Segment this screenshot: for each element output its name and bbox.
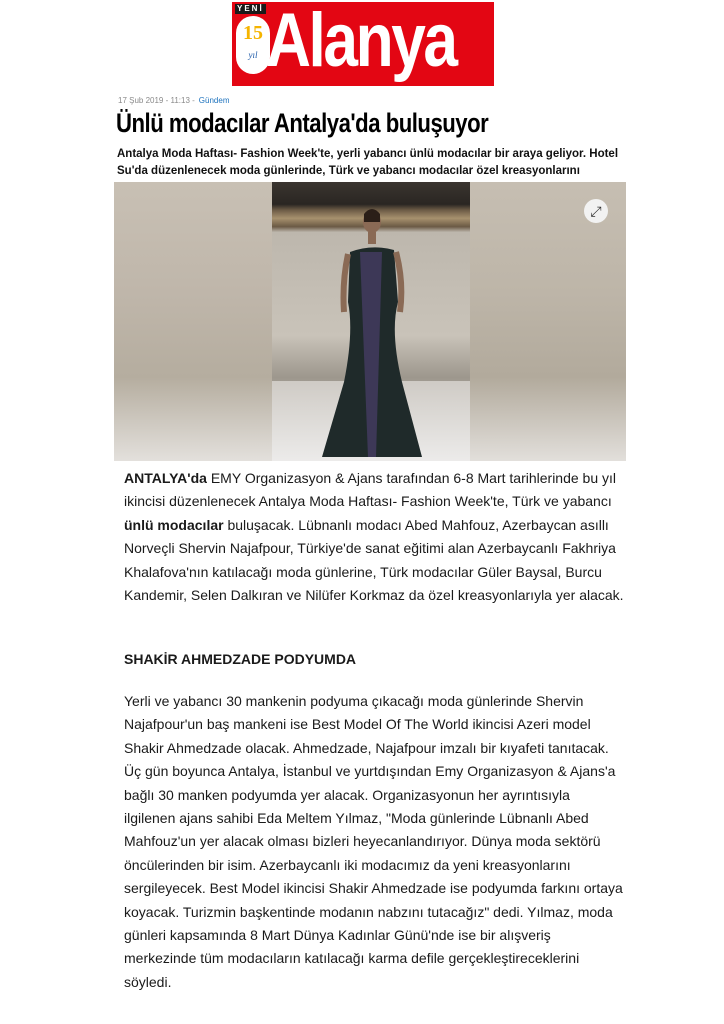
hero-blur-left: [114, 182, 272, 461]
paragraph-1-bold-location: ANTALYA'da: [124, 470, 207, 486]
logo-brand-text: Alanya: [266, 2, 456, 83]
article-subheading: SHAKİR AHMEDZADE PODYUMDA: [124, 651, 357, 667]
paragraph-1-text-2: buluşacak. Lübnanlı modacı Abed Mahfouz, Azerbaycan asıllı Norveçli Shervin Najafpour, Türkiye'de sanat eğitimi alan Azerbaycanlı Fakhriya Khalafova'nın katılacağı moda günlerine, Türk modacılar Güler Baysal, Burcu Kandemir, Selen Dalkıran ve Nilüfer Korkmaz da özel kreasyonlarıyla yer alacak.: [124, 516, 624, 604]
anniversary-unit: yıl: [248, 50, 258, 60]
article-lead: Antalya Moda Haftası- Fashion Week'te, yerli yabancı ünlü modacılar bir araya geliyor. Hotel Su'da düzenlenecek moda günlerinde, Türk ve yabancı modacılar özel kreasyonlarını: [117, 148, 619, 177]
anniversary-number: 15: [243, 22, 263, 44]
model-figure: [272, 182, 470, 461]
anniversary-seal: [236, 16, 270, 74]
paragraph-1-bold-keyword: ünlü modacılar: [124, 516, 224, 533]
expand-icon[interactable]: ⤢: [584, 199, 608, 223]
article-category-link[interactable]: Gündem: [198, 96, 230, 105]
article-title: Ünlü modacılar Antalya'da buluşuyor: [116, 108, 489, 138]
article-paragraph-1: [124, 467, 624, 607]
hero-blur-right: [470, 182, 626, 461]
paragraph-1-text-1: EMY Organizasyon & Ajans tarafından 6-8 Mart tarihlerinde bu yıl ikincisi düzenlenecek Antalya Moda Haftası- Fashion Week'te, Türk ve yabancı: [124, 470, 617, 510]
hero-photo: [272, 182, 470, 461]
article-meta: [118, 96, 229, 105]
article-date: 17 Şub 2019 - 11:13 -: [118, 96, 195, 105]
article-hero-image[interactable]: [114, 182, 626, 461]
article-paragraph-2: Yerli ve yabancı 30 mankenin podyuma çıkacağı moda günlerinde Shervin Najafpour'un baş mankeni ise Best Model Of The World ikincisi Azeri model Shakir Ahmedzade olacak. Ahmedzade, Najafpour imzalı bir kıyafeti tanıtacak. Üç gün boyunca Antalya, İstanbul ve yurtdışından Emy Organizasyon & Ajans'a bağlı 30 manken podyumda yer alacak. Organizasyonun her ayrıntısıyla ilgilenen ajans sahibi Eda Meltem Yılmaz, "Moda günlerinde Lübnanlı Abed Mahfouz'un yer alacak olması bizleri heyecanlandırıyor. Dünya moda sektörü öncülerinden bir isim. Azerbaycanlı iki modacımız da yeni kreasyonlarını sergileyecek. Best Model ikincisi Shakir Ahmedzade ise podyumda farkını ortaya koyacak. Turizmin başkentinde modanın nabzını tutacağız" dedi. Yılmaz, moda günleri kapsamında 8 Mart Dünya Kadınlar Günü'nde ise bir alışveriş merkezinde tüm modacıların katılacağı karma defile gerçekleştireceklerini söyledi.: [124, 693, 623, 990]
site-logo[interactable]: [232, 2, 494, 86]
logo-yeni-label: YENİ: [237, 4, 264, 13]
